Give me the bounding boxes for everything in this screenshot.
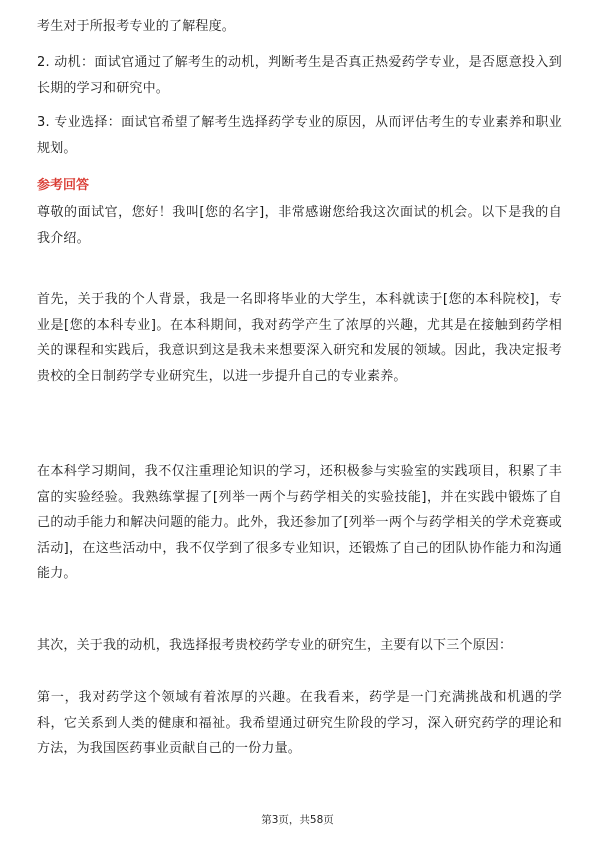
reason-1-paragraph: 第一，我对药学这个领域有着浓厚的兴趣。在我看来，药学是一门充满挑战和机遇的学科，它关系到人类的健康和福祉。我希望通过研究生阶段的学习，深入研究药学的理论和方法，为我国医药事业贡献自己的一份力量。: [37, 690, 562, 756]
reference-answer-heading: 参考回答: [37, 178, 90, 193]
study-paragraph: 在本科学习期间，我不仅注重理论知识的学习，还积极参与实验室的实践项目，积累了丰富的实验经验。我熟练掌握了[列举一两个与药学相关的实验技能]，并在实践中锻炼了自己的动手能力和解决问题的能力。此外，我还参加了[列举一两个与药学相关的学术竞赛或活动]，在这些活动中，我不仅学到了很多专业知识，还锻炼了自己的团队协作能力和沟通能力。: [37, 464, 562, 581]
background-paragraph: 首先，关于我的个人背景，我是一名即将毕业的大学生，本科就读于[您的本科院校]，专业是[您的本科专业]。在本科期间，我对药学产生了浓厚的兴趣，尤其是在接触到药学相关的课程和实践后，我意识到这是我未来想要深入研究和发展的领域。因此，我决定报考贵校的全日制药学专业研究生，以进一步提升自己的专业素养。: [37, 292, 562, 384]
page-number-footer: 第3页，共58页: [261, 814, 334, 826]
intro-tail-text: 考生对于所报考专业的了解程度。: [37, 19, 236, 34]
motivation-intro-paragraph: 其次，关于我的动机，我选择报考贵校药学专业的研究生，主要有以下三个原因：: [37, 638, 513, 653]
point-3-text: 3. 专业选择：面试官希望了解考生选择药学专业的原因，从而评估考生的专业素养和职业规划。: [37, 115, 562, 156]
greeting-paragraph: 尊敬的面试官，您好！我叫[您的名字]，非常感谢您给我这次面试的机会。以下是我的自我介绍。: [37, 205, 562, 246]
point-2-text: 2. 动机：面试官通过了解考生的动机，判断考生是否真正热爱药学专业，是否愿意投入到长期的学习和研究中。: [37, 55, 562, 96]
